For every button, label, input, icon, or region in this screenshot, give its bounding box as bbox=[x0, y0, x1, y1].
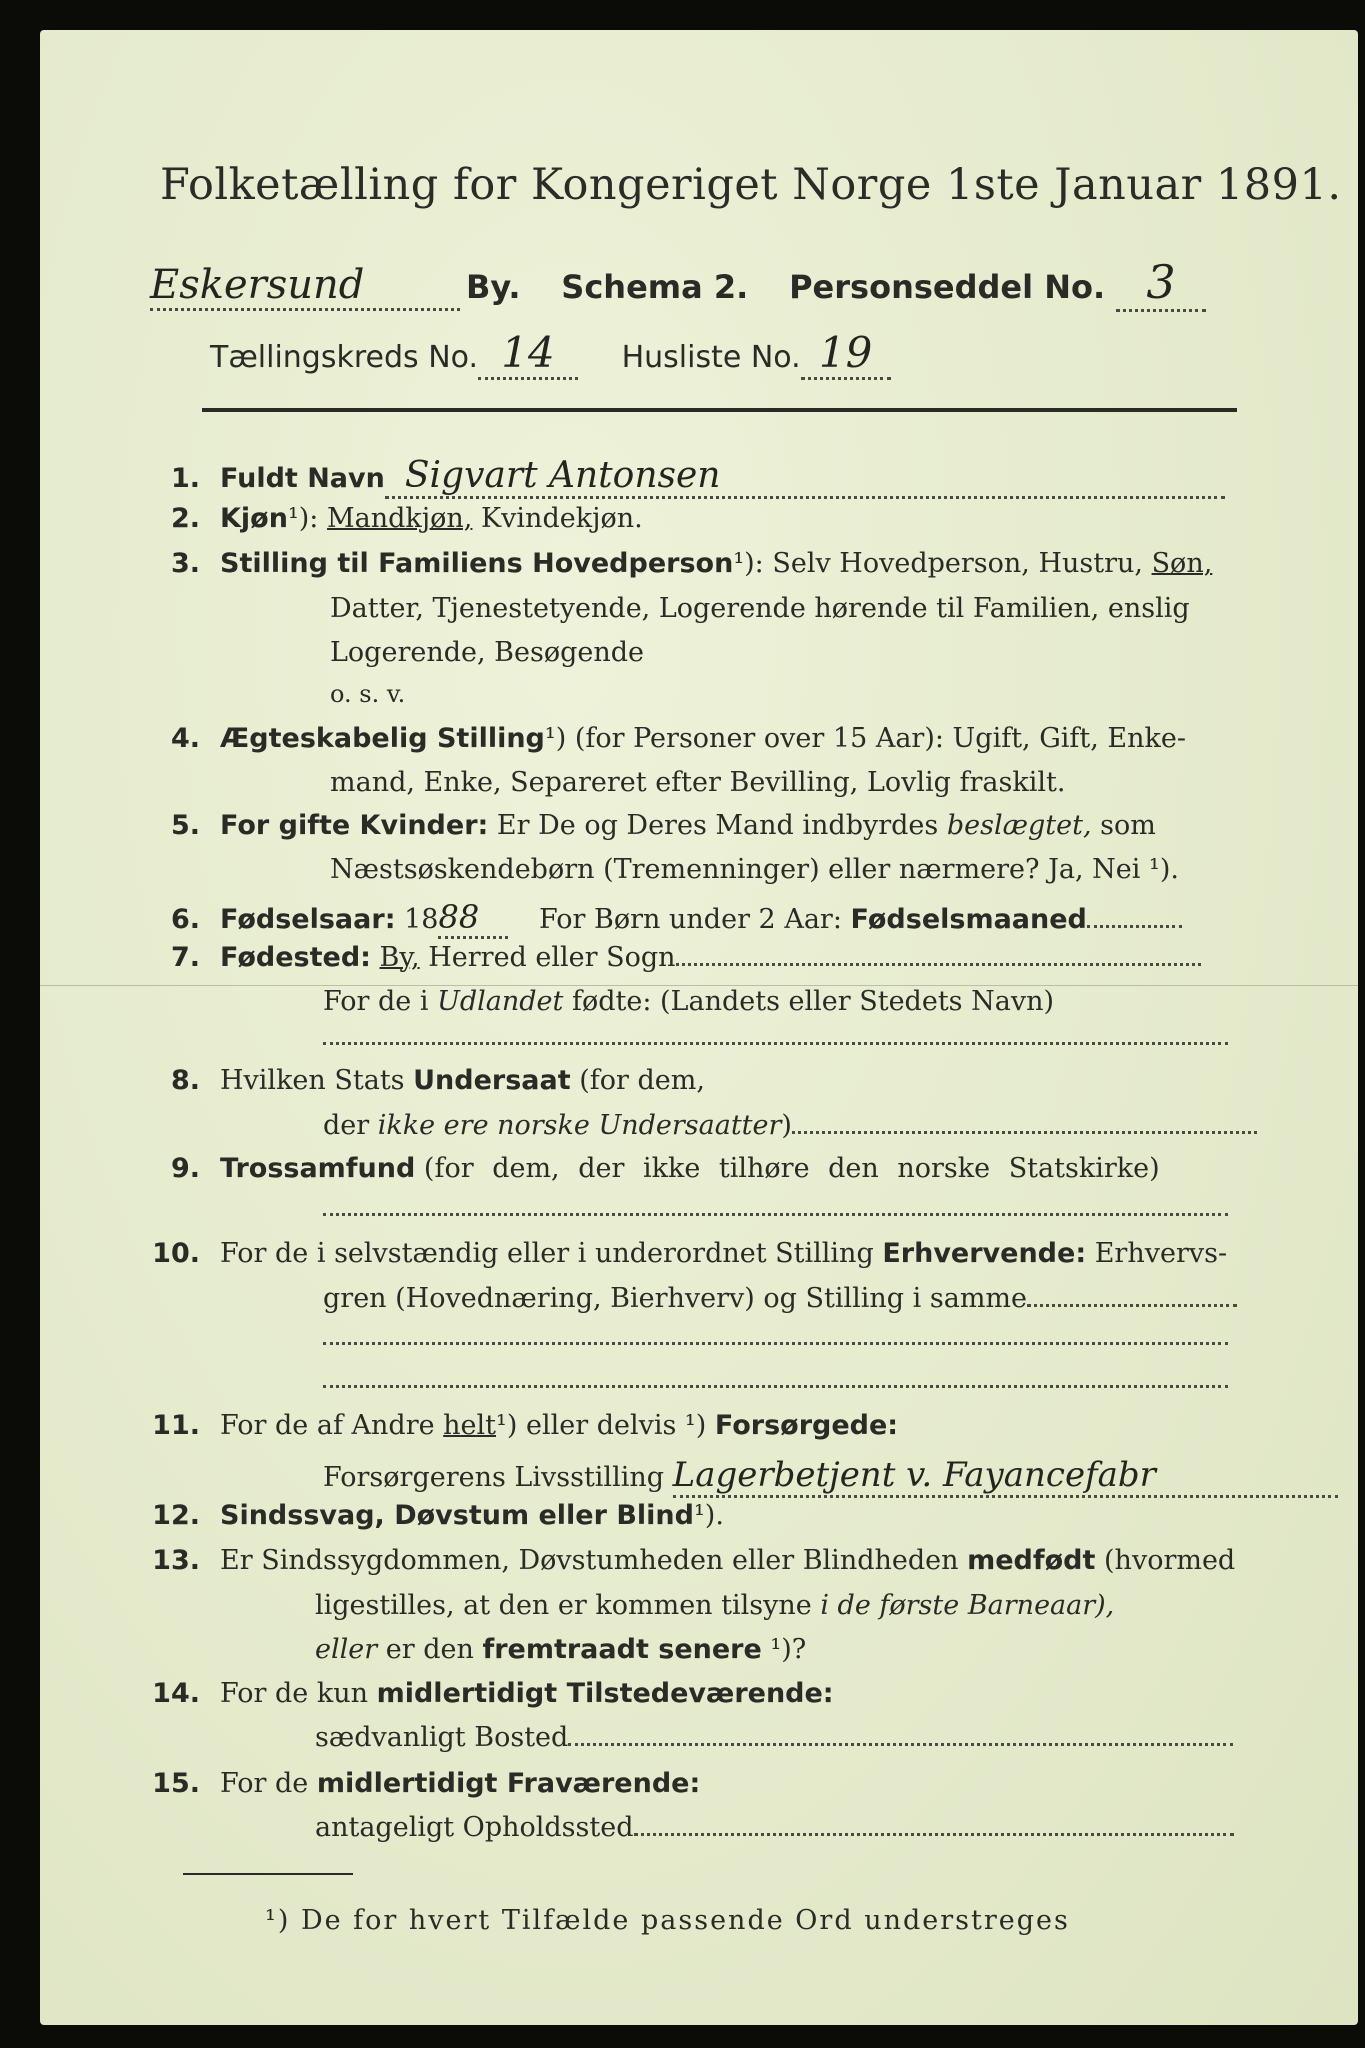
q13-line2-italic: i de første Barneaar), bbox=[820, 1590, 1115, 1621]
q6-dots bbox=[1087, 924, 1182, 928]
q3-line4: o. s. v. bbox=[330, 680, 406, 708]
q13-line2-a: ligestilles, at den er kommen tilsyne bbox=[315, 1590, 812, 1621]
q13-number: 13. bbox=[152, 1545, 200, 1576]
q10-dots bbox=[1027, 1303, 1237, 1307]
q13-text: Er Sindssygdommen, Døvstumheden eller Blindheden bbox=[220, 1545, 959, 1576]
census-form-sheet bbox=[40, 30, 1358, 2025]
q14-number: 14. bbox=[152, 1678, 200, 1709]
q14-label: midlertidigt Tilstedeværende: bbox=[376, 1678, 834, 1709]
q7-dots bbox=[676, 962, 1201, 966]
q8-line2 bbox=[323, 1110, 1257, 1141]
q13-line3-c: ¹)? bbox=[770, 1634, 807, 1665]
q4-label: Ægteskabelig Stilling bbox=[220, 723, 545, 754]
q13-line3 bbox=[315, 1634, 806, 1665]
form-title: Folketælling for Kongeriget Norge 1ste Januar 1891. bbox=[160, 160, 1342, 210]
question-8 bbox=[145, 1065, 705, 1096]
question-13 bbox=[145, 1545, 1235, 1576]
q10-label: Erhvervende: bbox=[882, 1238, 1087, 1269]
q3-line2: Datter, Tjenestetyende, Logerende hørende til Familien, enslig bbox=[330, 593, 1190, 624]
q10-dotline-1 bbox=[323, 1342, 1228, 1345]
q5-number: 5. bbox=[170, 810, 200, 841]
q13-label: medfødt bbox=[967, 1545, 1096, 1576]
gender-option-male-selected: Mandkjøn, bbox=[327, 503, 473, 534]
q15-number: 15. bbox=[152, 1768, 200, 1799]
q3-number: 3. bbox=[170, 548, 200, 579]
q7-line2 bbox=[323, 986, 1054, 1017]
header-city-line bbox=[150, 255, 1206, 312]
q9-text: (for dem, der ikke tilhøre den norske Statskirke) bbox=[423, 1153, 1160, 1184]
q1-number: 1. bbox=[170, 463, 200, 494]
q14-text: For de kun bbox=[220, 1678, 368, 1709]
question-7 bbox=[145, 942, 1201, 973]
header-kreds-line bbox=[210, 328, 891, 380]
q7-answer-dotline bbox=[323, 1042, 1228, 1045]
q13-line3-bold: fremtraadt senere bbox=[482, 1634, 762, 1665]
q1-label: Fuldt Navn bbox=[220, 463, 385, 494]
q7-number: 7. bbox=[170, 942, 200, 973]
personseddel-label: Personseddel No. bbox=[789, 268, 1106, 306]
q6-number: 6. bbox=[170, 904, 200, 935]
q15-text: For de bbox=[220, 1768, 309, 1799]
q8-line2-a: der bbox=[323, 1110, 370, 1141]
q8-line2-b: ) bbox=[781, 1110, 792, 1141]
q4-number: 4. bbox=[170, 723, 200, 754]
q10-line2-text: gren (Hovednæring, Bierhverv) og Stilling i samme bbox=[323, 1283, 1028, 1314]
q12-text: ¹). bbox=[693, 1500, 724, 1531]
question-6 bbox=[145, 898, 1182, 939]
full-name-answer: Sigvart Antonsen bbox=[385, 455, 1225, 499]
q4-text: ¹) (for Personer over 15 Aar): Ugift, Gift, Enke- bbox=[544, 723, 1186, 754]
q7-line2-b: fødte: bbox=[571, 986, 652, 1017]
q8-label: Undersaat bbox=[413, 1065, 571, 1096]
relation-son-selected: Søn, bbox=[1151, 548, 1213, 579]
birth-year-prefix: 18 bbox=[404, 904, 439, 935]
q9-answer-dotline bbox=[323, 1213, 1228, 1216]
question-15 bbox=[145, 1768, 700, 1799]
q3-label: Stilling til Familiens Hovedperson bbox=[220, 548, 734, 579]
q14-line2-text: sædvanligt Bosted bbox=[315, 1722, 569, 1753]
q13-line3-a: er den bbox=[385, 1634, 474, 1665]
q12-label: Sindssvag, Døvstum eller Blind bbox=[220, 1500, 694, 1531]
q10-text: For de i selvstændig eller i underordnet Stilling bbox=[220, 1238, 874, 1269]
q8-text-end: (for dem, bbox=[579, 1065, 705, 1096]
q6-label: Fødselsaar: bbox=[220, 904, 396, 935]
q12-number: 12. bbox=[152, 1500, 200, 1531]
q13-text-end: (hvormed bbox=[1104, 1545, 1236, 1576]
q7-line2-italic: Udlandet bbox=[437, 986, 564, 1017]
question-3 bbox=[145, 548, 1212, 579]
q7-line2-a: For de i bbox=[323, 986, 429, 1017]
q3-line3: Logerende, Besøgende bbox=[330, 637, 644, 668]
q5-line2: Næstsøskendebørn (Tremenninger) eller nærmere? Ja, Nei ¹). bbox=[330, 854, 1179, 885]
schema-label: Schema 2. bbox=[561, 268, 749, 306]
birthplace-by-selected: By, bbox=[379, 942, 420, 973]
footnote-rule bbox=[183, 1873, 353, 1875]
q11-number: 11. bbox=[152, 1410, 200, 1441]
question-4 bbox=[145, 723, 1186, 754]
q5-text: Er De og Deres Mand indbyrdes bbox=[496, 810, 939, 841]
q8-text: Hvilken Stats bbox=[220, 1065, 405, 1096]
kreds-label: Tællingskreds No. bbox=[210, 340, 478, 375]
question-9 bbox=[145, 1153, 1160, 1184]
q4-line2: mand, Enke, Separeret efter Bevilling, Lovlig fraskilt. bbox=[330, 767, 1066, 798]
q2-label: Kjøn bbox=[220, 503, 288, 534]
husliste-label: Husliste No. bbox=[621, 340, 801, 375]
q10-dotline-2 bbox=[323, 1385, 1228, 1388]
by-label: By. bbox=[466, 268, 521, 306]
q15-line2-text: antageligt Opholdssted bbox=[315, 1812, 634, 1843]
q11-line2-text: Forsørgerens Livsstilling bbox=[323, 1462, 665, 1493]
gender-option-female: Kvindekjøn. bbox=[481, 503, 643, 534]
q15-dots bbox=[634, 1832, 1234, 1836]
question-11 bbox=[145, 1410, 898, 1441]
q8-line2-italic: ikke ere norske Undersaatter bbox=[377, 1110, 782, 1141]
q14-line2 bbox=[315, 1722, 1233, 1753]
q13-line2 bbox=[315, 1590, 1114, 1621]
provider-occupation-answer: Lagerbetjent v. Fayancefabr bbox=[673, 1455, 1338, 1498]
q2-number: 2. bbox=[170, 503, 200, 534]
q15-label: midlertidigt Fraværende: bbox=[316, 1768, 701, 1799]
q9-number: 9. bbox=[170, 1153, 200, 1184]
question-5 bbox=[145, 810, 1156, 841]
q3-text: ¹): Selv Hovedperson, Hustru, bbox=[733, 548, 1143, 579]
q5-text-end: som bbox=[1100, 810, 1156, 841]
q2-sup: ¹): bbox=[287, 503, 319, 534]
q14-dots bbox=[568, 1742, 1233, 1746]
birth-year-answer: 88 bbox=[438, 898, 508, 939]
footnote: ¹) De for hvert Tilfælde passende Ord understreges bbox=[265, 1905, 1070, 1936]
q6-month-label: Fødselsmaaned bbox=[850, 904, 1087, 935]
question-14 bbox=[145, 1678, 834, 1709]
q10-text-end: Erhvervs- bbox=[1094, 1238, 1228, 1269]
question-12 bbox=[145, 1500, 724, 1531]
personseddel-number: 3 bbox=[1116, 255, 1206, 312]
q5-italic: beslægtet, bbox=[946, 810, 1092, 841]
husliste-number: 19 bbox=[801, 328, 891, 380]
q5-label: For gifte Kvinder: bbox=[220, 810, 489, 841]
question-10 bbox=[145, 1238, 1227, 1269]
q15-line2 bbox=[315, 1812, 1234, 1843]
q6-text: For Børn under 2 Aar: bbox=[539, 904, 842, 935]
q9-label: Trossamfund bbox=[220, 1153, 416, 1184]
q10-number: 10. bbox=[152, 1238, 200, 1269]
header-rule bbox=[202, 408, 1237, 412]
city-handwritten: Eskersund bbox=[150, 262, 460, 311]
q7-text: Herred eller Sogn bbox=[428, 942, 676, 973]
q11-line2 bbox=[323, 1455, 1338, 1498]
q13-line3-italic: eller bbox=[315, 1634, 378, 1665]
q11-text: For de af Andre bbox=[220, 1410, 435, 1441]
q8-number: 8. bbox=[170, 1065, 200, 1096]
q11-text-b: ¹) eller delvis ¹) bbox=[496, 1410, 707, 1441]
supported-helt-selected: helt bbox=[443, 1410, 497, 1441]
q7-label: Fødested: bbox=[220, 942, 371, 973]
question-2 bbox=[145, 503, 643, 534]
question-1 bbox=[145, 455, 1225, 499]
q7-line2-c: (Landets eller Stedets Navn) bbox=[660, 986, 1055, 1017]
kreds-number: 14 bbox=[478, 328, 578, 380]
q8-dots bbox=[792, 1130, 1257, 1134]
q11-label: Forsørgede: bbox=[714, 1410, 899, 1441]
q10-line2 bbox=[323, 1283, 1237, 1314]
